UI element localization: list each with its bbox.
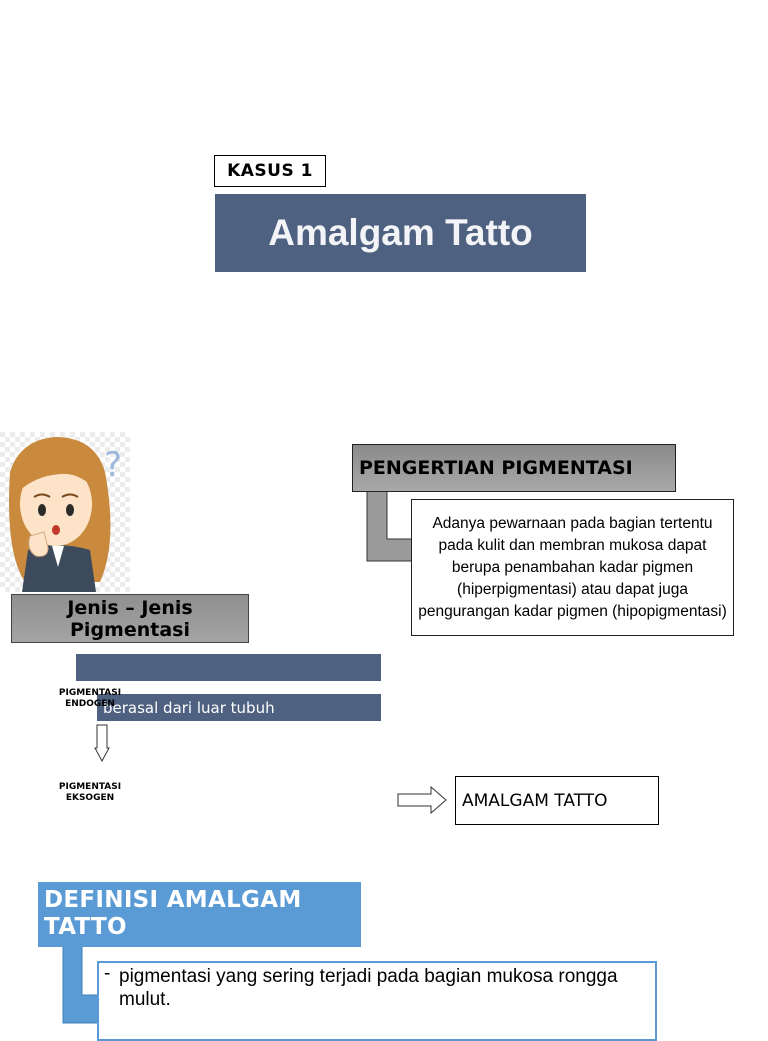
amalgam-definition-heading: DEFINISI AMALGAM TATTO — [38, 882, 361, 947]
question-mark-icon: ? — [104, 445, 123, 485]
endogen-label: PIGMENTASI ENDOGEN — [58, 688, 122, 709]
case-label: KASUS 1 — [214, 155, 326, 187]
result-box: AMALGAM TATTO — [455, 776, 659, 825]
category-bar — [76, 654, 381, 681]
amalgam-definition-body: pigmentasi yang sering terjadi pada bagian mukosa rongga mulut. — [119, 966, 618, 1010]
slide-title: Amalgam Tatto — [215, 194, 586, 272]
definition-text: Adanya pewarnaan pada bagian tertentu pada kulit dan membran mukosa dapat berupa penambahan kadar pigmen (hiperpigmentasi) atau dapat juga pengurangan kadar pigmen (hipopigmentasi) — [411, 499, 734, 636]
connector-elbow — [366, 489, 416, 562]
arrow-down-icon — [94, 724, 110, 762]
origin-bar: berasal dari luar tubuh — [97, 694, 381, 721]
arrow-right-icon — [397, 786, 447, 814]
thinking-woman-icon — [0, 432, 130, 592]
amalgam-definition-text — [97, 961, 657, 1041]
definition-heading: PENGERTIAN PIGMENTASI — [352, 444, 676, 492]
bullet-marker: - — [104, 963, 111, 984]
types-heading: Jenis – Jenis Pigmentasi — [11, 594, 249, 643]
eksogen-label: PIGMENTASI EKSOGEN — [58, 782, 122, 803]
